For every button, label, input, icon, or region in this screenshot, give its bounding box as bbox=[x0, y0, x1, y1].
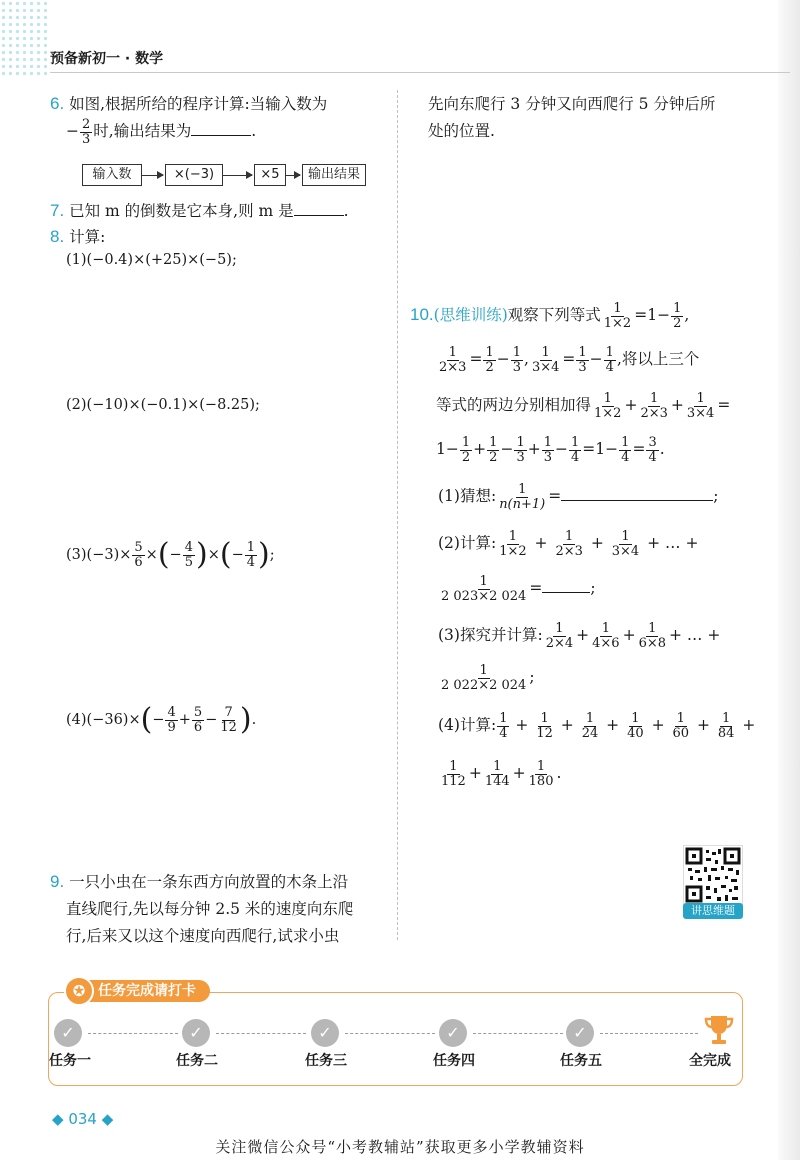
q10-part4: (4)计算: $\frac{1}{4}$ + $\frac{1}{12}$ + $\frac{1}{24}$ + $\frac{1}{40}$ + $\frac{1}{60}$ + $\frac{1}{84}$ + bbox=[438, 711, 756, 741]
flow-box-input: 输入数 bbox=[82, 164, 142, 186]
q8-p4-frac2: $\frac{5}{6}$ bbox=[193, 704, 203, 735]
q10-p3-dots: + … + bbox=[669, 626, 721, 645]
qr-code[interactable] bbox=[683, 845, 743, 905]
q10-p2-f1: $\frac{1}{1\times 2}$ bbox=[499, 529, 527, 559]
task-all-label: 全完成 bbox=[689, 1053, 731, 1069]
page-edge-shadow bbox=[778, 0, 800, 1160]
q6-number: 6. bbox=[50, 94, 65, 113]
q10-p3-last: $\frac{1}{2 022\times 2 024}$ bbox=[441, 663, 527, 693]
q6-negative-sign: − bbox=[66, 122, 79, 141]
q10-line3: 等式的两边分别相加得 $\frac{1}{1\times 2}$ + $\frac{1}{2\times 3}$ + $\frac{1}{3\times 4}$ = bbox=[436, 391, 731, 421]
task-connector-3 bbox=[345, 1033, 435, 1034]
q10-p3-f1: $\frac{1}{2\times 4}$ bbox=[545, 621, 574, 651]
q10-part3-cont: $\frac{1}{2 022\times 2 024}$ ; bbox=[441, 663, 535, 693]
q10-eq3-frac: $\frac{1}{3\times 4}$ bbox=[531, 345, 560, 375]
q8-part3-prefix: (3)(−3)× bbox=[66, 547, 132, 563]
task1-label: 任务一 bbox=[49, 1053, 91, 1069]
q10-p3-f3: $\frac{1}{6\times 8}$ bbox=[638, 621, 666, 651]
q10-part1-blank[interactable] bbox=[561, 500, 713, 501]
q10-part2: (2)计算: $\frac{1}{1\times 2}$ + $\frac{1}{2\times 3}$ + $\frac{1}{3\times 4}$ + … + bbox=[438, 529, 699, 559]
q8-p3-frac3: $\frac{1}{4}$ bbox=[246, 539, 256, 570]
task3-check-icon[interactable]: ✓ bbox=[311, 1019, 339, 1047]
q10-p2-f3: $\frac{1}{3\times 4}$ bbox=[611, 529, 640, 559]
q10-p2-f2: $\frac{1}{2\times 3}$ bbox=[555, 529, 583, 559]
q8-part1: (1)(−0.4)×(+25)×(−5); bbox=[66, 252, 237, 268]
flow-box-output: 输出结果 bbox=[302, 164, 366, 186]
q10-r1: $\frac{1}{2}$ bbox=[461, 435, 471, 465]
column-divider bbox=[397, 90, 398, 940]
q8-p3-frac1: $\frac{5}{6}$ bbox=[134, 539, 143, 570]
q8-number: 8. bbox=[50, 227, 65, 246]
page-number: ◆ 034 ◆ bbox=[52, 1110, 114, 1128]
q10-p4-f9: $\frac{1}{180}$ bbox=[528, 759, 554, 789]
q10-part2-blank[interactable] bbox=[542, 592, 590, 593]
q6-answer-blank[interactable] bbox=[191, 135, 251, 136]
q10-p4-f4: $\frac{1}{40}$ bbox=[627, 711, 644, 741]
q10-number: 10. bbox=[410, 305, 434, 325]
q8-p3-frac2: $\frac{4}{5}$ bbox=[184, 539, 193, 570]
q6-text1: 如图,根据所给的程序计算:当输入数为 bbox=[69, 95, 328, 113]
q7-period: . bbox=[343, 202, 349, 220]
q10-p4-f5: $\frac{1}{60}$ bbox=[672, 711, 690, 741]
task-checkin-panel bbox=[48, 992, 743, 1086]
q10-p2-dots: + … + bbox=[647, 534, 699, 553]
task-connector-1 bbox=[88, 1033, 178, 1034]
q10-part1: (1)猜想: $\frac{1}{n(n+1)}$ = ; bbox=[438, 482, 719, 512]
q10-sum-text: 等式的两边分别相加得 bbox=[436, 396, 592, 415]
q9-number: 9. bbox=[50, 872, 65, 891]
q10-eq1-frac: $\frac{1}{1\times 2}$ bbox=[603, 301, 632, 331]
q10-r6: $\frac{1}{4}$ bbox=[621, 435, 630, 465]
qr-code-label[interactable]: 讲思维题 bbox=[683, 903, 743, 919]
page-header-title: 预备新初一 · 数学 bbox=[50, 51, 164, 67]
q10-intro: 观察下列等式 bbox=[507, 306, 601, 325]
flow-arrow-3 bbox=[285, 175, 300, 176]
task4-check-icon[interactable]: ✓ bbox=[439, 1019, 467, 1047]
task3-label: 任务三 bbox=[305, 1053, 347, 1069]
q7-line bbox=[50, 199, 349, 221]
q8-title: 计算: bbox=[69, 228, 106, 246]
q10-line2: $\frac{1}{2\times 3}$ = $\frac{1}{2}$ − $\frac{1}{3}$ , $\frac{1}{3\times 4}$ = $\frac{1}{3}$ − $\frac{1}{4}$ ,将以上三个 bbox=[439, 345, 700, 375]
q7-text: 已知 m 的倒数是它本身,则 m 是 bbox=[69, 202, 294, 220]
task5-label: 任务五 bbox=[560, 1053, 602, 1069]
task5-check-icon[interactable]: ✓ bbox=[566, 1019, 594, 1047]
q10-eq2-a: $\frac{1}{2}$ bbox=[485, 345, 494, 375]
flow-box-times5: ×5 bbox=[254, 164, 286, 186]
q10-p4-f7: $\frac{1}{112}$ bbox=[441, 759, 466, 789]
task4-label: 任务四 bbox=[433, 1053, 475, 1069]
footer-note: 关注微信公众号“小考教辅站”获取更多小学教辅资料 bbox=[215, 1138, 585, 1156]
q10-line1: 10.(思维训练)观察下列等式 $\frac{1}{1\times 2}$ =1− $\frac{1}{2}$ , bbox=[410, 301, 690, 331]
corner-dots-decoration bbox=[0, 0, 48, 78]
q8-part2: (2)(−10)×(−0.1)×(−8.25); bbox=[66, 397, 260, 413]
q9-text-line4: 先向东爬行 3 分钟又向西爬行 5 分钟后所 bbox=[428, 95, 716, 113]
flow-box-times-neg3: ×(−3) bbox=[165, 164, 223, 186]
task-connector-5 bbox=[600, 1033, 698, 1034]
q10-eq2-frac: $\frac{1}{2\times 3}$ bbox=[439, 345, 467, 375]
q10-p2-last: $\frac{1}{2 023\times 2 024}$ bbox=[441, 574, 527, 604]
q8-part3: (3)(−3)× $\frac{5}{6}$ ×(− $\frac{4}{5}$ )×(− $\frac{1}{4}$ ); bbox=[66, 537, 275, 572]
q6-text2: 时,输出结果为 bbox=[93, 122, 192, 141]
q10-part3: (3)探究并计算: $\frac{1}{2\times 4}$ + $\frac{1}{4\times 6}$ + $\frac{1}{6\times 8}$ + … + bbox=[438, 621, 721, 651]
q10-r2: $\frac{1}{2}$ bbox=[489, 435, 498, 465]
q7-number: 7. bbox=[50, 201, 65, 220]
q10-part3-label: (3)探究并计算: bbox=[438, 626, 543, 645]
q10-part4-cont: $\frac{1}{112}$ + $\frac{1}{144}$ + $\frac{1}{180}$ . bbox=[441, 759, 562, 789]
flow-arrow-1 bbox=[141, 175, 163, 176]
task-connector-4 bbox=[473, 1033, 563, 1034]
q10-r5: $\frac{1}{4}$ bbox=[571, 435, 580, 465]
q7-answer-blank[interactable] bbox=[294, 215, 344, 216]
q9-text-line3: 行,后来又以这个速度向西爬行,试求小虫 bbox=[66, 927, 340, 945]
q6-period: . bbox=[251, 122, 257, 141]
q9-text-line5: 处的位置. bbox=[428, 122, 495, 140]
q8-title-line bbox=[50, 225, 105, 247]
q10-part1-label: (1)猜想: bbox=[438, 487, 497, 506]
q10-sum-f1: $\frac{1}{1\times 2}$ bbox=[594, 391, 622, 421]
q10-part2-label: (2)计算: bbox=[438, 534, 497, 553]
q10-line4: 1− $\frac{1}{2}$ + $\frac{1}{2}$ − $\frac{1}{3}$ + $\frac{1}{3}$ − $\frac{1}{4}$ =1− $\frac{1}{4}$ = $\frac{3}{4}$ . bbox=[436, 435, 665, 465]
task1-check-icon[interactable]: ✓ bbox=[54, 1019, 82, 1047]
q10-eq2-b: $\frac{1}{3}$ bbox=[512, 345, 521, 375]
q9-text-line1: 一只小虫在一条东西方向放置的木条上沿 bbox=[69, 873, 349, 891]
q6-fraction: $\frac{2}{3}$ bbox=[82, 117, 91, 147]
q8-p4-frac1: $\frac{4}{9}$ bbox=[167, 704, 176, 735]
q10-p4-f8: $\frac{1}{144}$ bbox=[484, 759, 510, 789]
q8-part4: (4)(−36)×(− $\frac{4}{9}$ + $\frac{5}{6}$ − $\frac{7}{12}$ ). bbox=[66, 702, 257, 737]
task-panel-title: 任务完成请打卡 bbox=[72, 980, 210, 1002]
task-connector-2 bbox=[216, 1033, 306, 1034]
q9-text-line2: 直线爬行,先以每分钟 2.5 米的速度向东爬 bbox=[66, 900, 354, 918]
q10-p4-f3: $\frac{1}{24}$ bbox=[581, 711, 599, 741]
header-divider bbox=[50, 72, 790, 73]
q10-p3-f2: $\frac{1}{4\times 6}$ bbox=[592, 621, 620, 651]
q10-sum-f2: $\frac{1}{2\times 3}$ bbox=[640, 391, 668, 421]
q10-eq3-b: $\frac{1}{4}$ bbox=[605, 345, 614, 375]
q8-part4-prefix: (4)(−36)× bbox=[66, 712, 141, 728]
medal-icon: ✪ bbox=[64, 976, 94, 1006]
q10-after-text: ,将以上三个 bbox=[616, 350, 700, 369]
q10-r7: $\frac{3}{4}$ bbox=[648, 435, 657, 465]
q10-p4-f2: $\frac{1}{12}$ bbox=[536, 711, 553, 741]
q10-r3: $\frac{1}{3}$ bbox=[516, 435, 525, 465]
task2-check-icon[interactable]: ✓ bbox=[182, 1019, 210, 1047]
q10-tag: (思维训练) bbox=[433, 306, 508, 325]
task2-label: 任务二 bbox=[176, 1053, 218, 1069]
q10-part1-frac: $\frac{1}{n(n+1)}$ bbox=[499, 482, 546, 512]
q6-line2 bbox=[66, 118, 256, 146]
q10-r4: $\frac{1}{3}$ bbox=[543, 435, 552, 465]
q10-part4-label: (4)计算: bbox=[438, 716, 497, 735]
q10-sum-f3: $\frac{1}{3\times 4}$ bbox=[686, 391, 715, 421]
q10-p4-f1: $\frac{1}{4}$ bbox=[499, 711, 508, 741]
trophy-icon[interactable] bbox=[704, 1013, 734, 1047]
q10-eq1-rhs: $\frac{1}{2}$ bbox=[673, 301, 682, 331]
q9-line1 bbox=[50, 870, 348, 892]
q6-line1 bbox=[50, 92, 327, 114]
q10-part2-cont: $\frac{1}{2 023\times 2 024}$ = ; bbox=[441, 574, 596, 604]
q10-p4-f6: $\frac{1}{84}$ bbox=[717, 711, 735, 741]
flow-arrow-2 bbox=[222, 175, 252, 176]
q10-eq3-a: $\frac{1}{3}$ bbox=[578, 345, 587, 375]
q8-p4-frac3: $\frac{7}{12}$ bbox=[220, 704, 237, 735]
